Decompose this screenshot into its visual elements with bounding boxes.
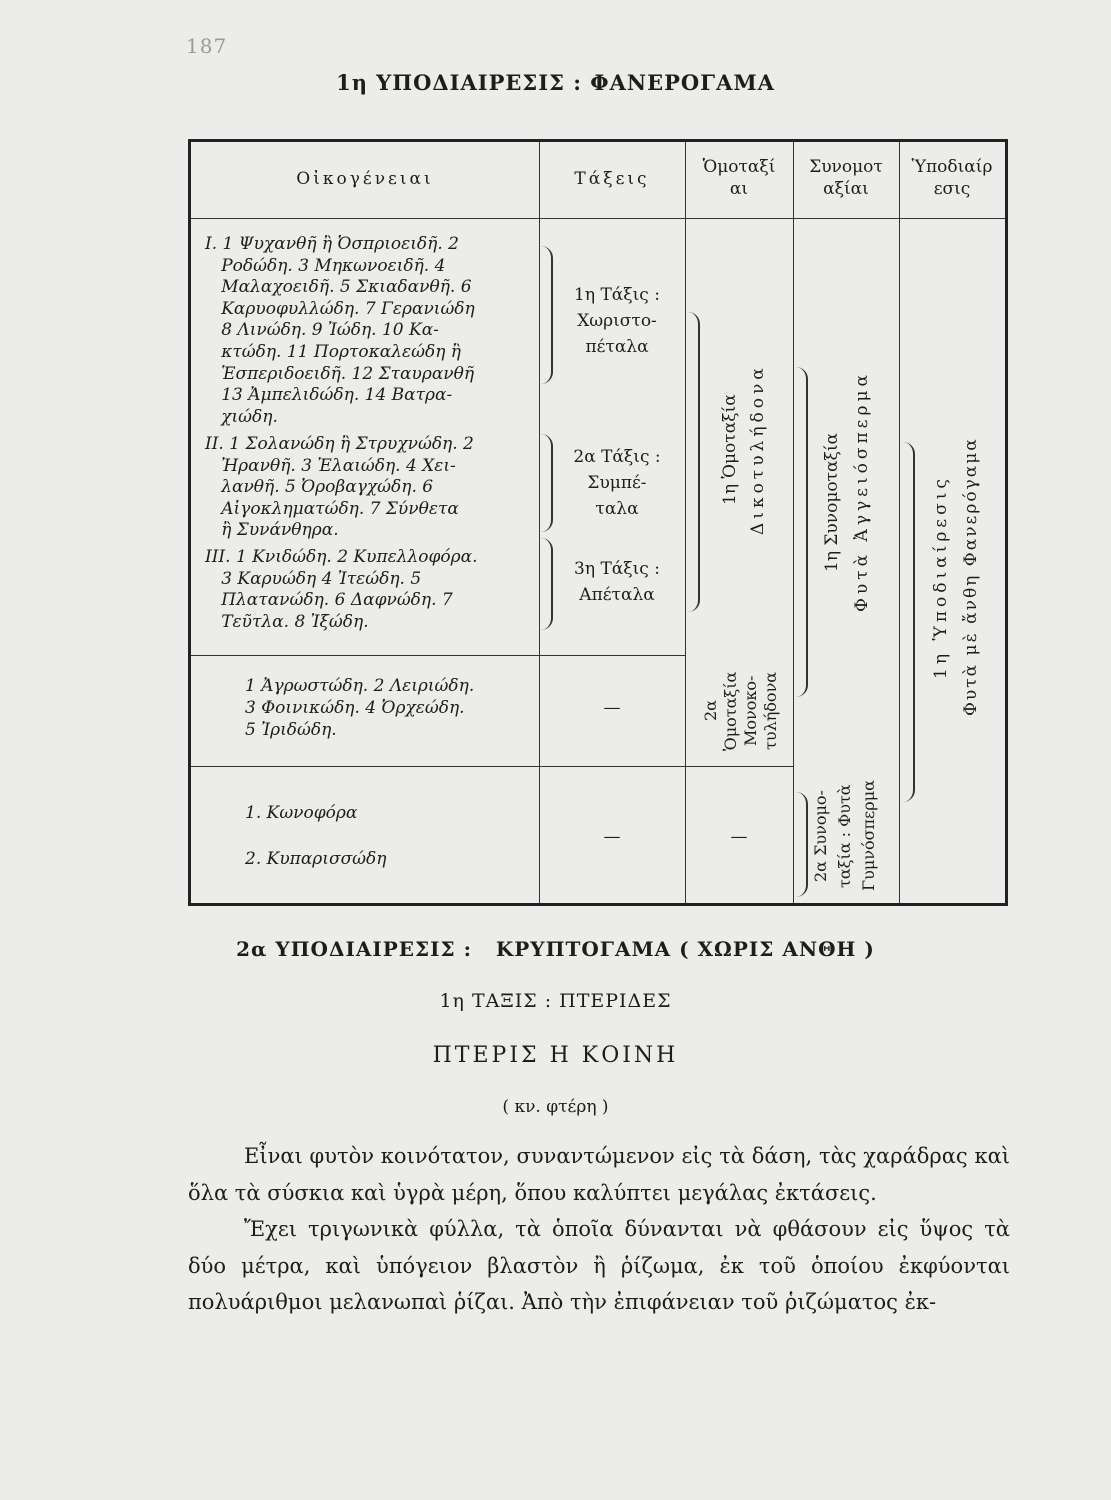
family-line: χιώδη. <box>205 406 278 427</box>
order-1-line: πέταλα <box>585 337 649 357</box>
homotaxia-1 <box>716 357 772 542</box>
dash: — <box>730 827 748 847</box>
family-line: Πλατανώδη. 6 Δαφνώδη. 7 <box>205 590 453 611</box>
family-line: 2. Κυπαρισσώδη <box>245 849 387 869</box>
family-line: κτώδη. 11 Πορτοκαλεώδη ἢ <box>205 342 461 362</box>
page-number: 187 <box>186 34 228 58</box>
family-line: II. 1 Σολανώδη ἢ Στρυχνώδη. 2 <box>205 434 474 454</box>
homotaxia-1-line: Δικοτυλήδονα <box>748 364 768 535</box>
family-line: III. 1 Κνιδώδη. 2 Κυπελλοφόρα. <box>205 547 478 567</box>
synomotaxia-2-line: ταξία : Φυτὰ <box>835 784 854 888</box>
synomotaxia-2 <box>809 777 881 895</box>
family-line: 13 Ἀμπελιδώδη. 14 Βατρα- <box>205 385 453 406</box>
homotaxia-2-line: Μονοκο- <box>741 675 760 747</box>
col-divider <box>899 142 900 903</box>
header-subdivision: Ὑποδιαίρεσις <box>911 157 993 199</box>
col-divider <box>539 142 540 903</box>
homotaxia-1-line: 1η Ὁμοταξία <box>720 394 740 505</box>
family-line: I. 1 Ψυχανθῆ ἢ Ὀσπριοειδῆ. 2 <box>205 234 459 254</box>
family-line: Ἠρανθῆ. 3 Ἐλαιώδη. 4 Χει- <box>205 455 456 476</box>
order-2 <box>553 444 681 522</box>
dash: — <box>603 698 621 718</box>
order-2-line: Συμπέ- <box>587 473 647 493</box>
family-line: Τεῦτλα. 8 Ἰξώδη. <box>205 611 369 632</box>
family-line: 3 Φοινικώδη. 4 Ὀρχεώδη. <box>245 698 465 718</box>
family-line: 1. Κωνοφόρα <box>245 803 358 823</box>
synomotaxia-1 <box>817 371 877 612</box>
synomotaxia-2-line: Γυμνόσπερμα <box>859 780 878 892</box>
family-line: Ροδώδη. 3 Μηκωνοειδῆ. 4 <box>205 255 446 276</box>
order-1-line: 1η Τάξις : <box>574 285 660 305</box>
col-divider <box>793 142 794 903</box>
family-line: 3 Καρυώδη 4 Ἰτεώδη. 5 <box>205 568 422 589</box>
order-3-line: 3η Τάξις : <box>574 559 660 579</box>
subdivision-1 <box>926 392 986 762</box>
species-heading: ΠΤΕΡΙΣ Η ΚΟΙΝΗ <box>432 1043 679 1068</box>
header-homotaxiai: Ὁμοταξίαι <box>702 157 776 199</box>
order-1-line: Χωριστο- <box>577 311 657 331</box>
paragraph: Εἶναι φυτὸν κοινότατον, συναντώμενον εἰς τὰ δάση, τὰς χαράδρας καὶ ὅλα τὰ σύσκια καὶ ὑγρὰ μέρη, ὅπου καλύπτει μεγάλας ἐκτάσεις. <box>188 1144 1010 1205</box>
header-families: Οἰκογένειαι <box>296 169 434 189</box>
order-2-line: ταλα <box>595 499 639 519</box>
brace <box>903 442 915 802</box>
family-line: 1 Ἀγρωστώδη. 2 Λειριώδη. <box>245 676 475 696</box>
synomotaxia-1-line: 1η Συνομοταξία <box>822 432 842 572</box>
subdivision-line: 1η Ὑποδιαίρεσις <box>931 475 951 679</box>
header-orders: Τάξεις <box>574 169 650 189</box>
classification-table <box>188 139 1008 906</box>
brace <box>796 367 808 697</box>
brace <box>541 246 553 384</box>
family-line: 8 Λινώδη. 9 Ἰώδη. 10 Κα- <box>205 320 439 341</box>
family-line: Ἑσπεριδοειδῆ. 12 Σταυρανθῆ <box>205 363 475 384</box>
homotaxia-2-line: τυλήδονα <box>761 671 780 751</box>
body-text <box>188 1138 1010 1321</box>
family-line: λανθῆ. 5 Ὀροβαγχώδη. 6 <box>205 477 434 498</box>
order-1 <box>553 282 681 360</box>
brace <box>688 312 700 612</box>
order-3-line: Απέταλα <box>579 585 655 605</box>
order-2-line: 2α Τάξις : <box>573 447 661 467</box>
header-synomotaxiai: Συνομοταξίαι <box>809 157 883 199</box>
homotaxia-2 <box>701 662 781 760</box>
synomotaxia-2-line: 2α Συνομο- <box>811 790 830 882</box>
brace <box>541 538 553 630</box>
family-line: Καρυοφυλλώδη. 7 Γερανιώδη <box>205 298 475 319</box>
brace <box>541 434 553 532</box>
order-3 <box>553 556 681 608</box>
paragraph: Ἔχει τριγωνικὰ φύλλα, τὰ ὁποῖα δύνανται νὰ φθάσουν εἰς ὕψος τὰ δύο μέτρα, καὶ ὑπόγειον βλαστὸν ἢ ῥίζωμα, ἐκ τοῦ ὁποίου ἐκφύονται πολυάριθμοι μελανωπαὶ ῥίζαι. Ἀπὸ τὴν ἐπιφάνειαν τοῦ ῥιζώματος ἐκ- <box>188 1217 1010 1314</box>
header-divider <box>191 218 1005 219</box>
family-line: 5 Ἰριδώδη. <box>245 720 337 740</box>
common-name: ( κν. φτέρη ) <box>502 1097 609 1117</box>
row-divider <box>191 655 685 656</box>
col-divider <box>685 142 686 903</box>
homotaxia-2-line: 2α <box>701 700 720 722</box>
family-line: ἢ Συνάνθηρα. <box>205 520 339 541</box>
subdivision-2-heading: 2α ΥΠΟΔΙΑΙΡΕΣΙΣ : ΚΡΥΠΤΟΓΑΜΑ ( ΧΩΡΙΣ ΑΝΘΗ ) <box>236 937 875 961</box>
homotaxia-2-line: Ὁμοταξία <box>721 671 740 751</box>
dash: — <box>603 827 621 847</box>
subdivision-1-title: 1η ΥΠΟΔΙΑΙΡΕΣΙΣ : ΦΑΝΕΡΟΓΑΜΑ <box>336 70 775 95</box>
subdivision-line: Φυτὰ μὲ ἄνθη Φανερόγαμα <box>961 437 981 717</box>
row-divider <box>191 766 793 767</box>
family-line: Αἰγοκληματώδη. 7 Σύνθετα <box>205 498 459 519</box>
order-heading: 1η ΤΑΞΙΣ : ΠΤΕΡΙΔΕΣ <box>439 990 672 1012</box>
family-line: Μαλαχοειδῆ. 5 Σκιαδανθῆ. 6 <box>205 277 472 298</box>
synomotaxia-1-line: Φυτὰ Ἀγγειόσπερμα <box>852 371 872 612</box>
brace <box>796 792 808 897</box>
